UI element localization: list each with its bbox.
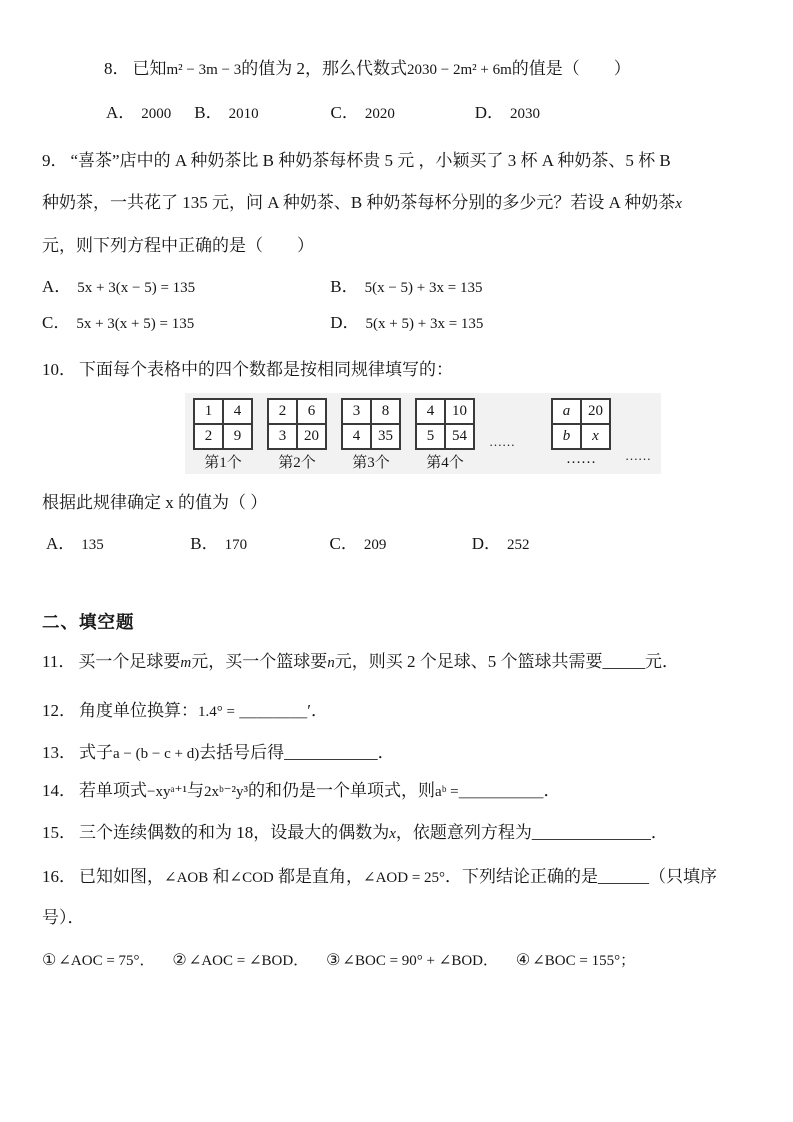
question-12-post: ′．	[307, 701, 328, 720]
option-c-value: 2020	[364, 106, 395, 122]
question-9-text-3: 元，则下列方程中正确的是（ ）	[42, 236, 314, 255]
question-11	[42, 647, 755, 678]
circled-1: ①	[42, 952, 57, 969]
pattern-table-4-label: 第4个	[426, 455, 464, 471]
pattern-table-3-grid	[341, 398, 401, 450]
conclusion-2	[172, 952, 308, 969]
option-c-label: C．	[330, 103, 359, 122]
table-cell: 20	[297, 424, 326, 449]
pattern-table-4-grid	[415, 398, 475, 450]
question-14-expression-3: aᵇ =	[435, 784, 459, 800]
pattern-table-n-label: ……	[566, 451, 596, 467]
table-cell: 5	[416, 424, 445, 449]
table-cell: 1	[194, 399, 223, 424]
question-16-line-2	[42, 903, 755, 933]
option-b-label: B．	[330, 277, 359, 296]
question-9-text-1: “喜茶”店中的 A 种奶茶比 B 种奶茶每杯贵 5 元 ，小颖买了 3 杯 A 种奶茶、5 杯 B	[70, 151, 671, 170]
question-15	[42, 818, 755, 849]
table-cell: x	[581, 424, 610, 449]
option-a-value: 5x + 3(x − 5) = 135	[77, 280, 196, 296]
question-11-mid: 元，买一个篮球要	[191, 652, 328, 671]
question-16-post: ．下列结论正确的是______（只填序	[445, 867, 718, 886]
question-14	[42, 776, 755, 807]
option-b-label: B．	[190, 534, 219, 553]
circled-4: ④	[515, 952, 531, 969]
number-pattern-figure	[185, 393, 661, 474]
option-a-value: 135	[81, 537, 104, 553]
question-9-text-2: 种奶茶，一共花了 135 元，问 A 种奶茶、B 种奶茶每杯分别的多少元？若设 A 种奶茶	[42, 193, 676, 212]
question-12-number: 12．	[42, 701, 76, 720]
table-cell: 8	[371, 399, 400, 424]
option-d-label: D．	[474, 103, 505, 122]
option-d	[472, 529, 530, 560]
question-9	[42, 146, 755, 339]
question-9-options-row-2	[42, 308, 755, 339]
option-d	[330, 308, 483, 339]
question-16-line-1	[42, 862, 755, 893]
pattern-table-3-label: 第3个	[352, 455, 390, 471]
option-c	[331, 98, 471, 129]
table-cell: 6	[297, 399, 326, 424]
question-13-number: 13．	[42, 743, 76, 762]
option-d-label: D．	[330, 313, 360, 332]
pattern-table-1-grid	[193, 398, 253, 450]
question-8-pre: 已知	[132, 59, 167, 78]
pattern-table-n	[551, 398, 611, 468]
table-cell: 3	[268, 424, 297, 449]
question-10-followup-text: 根据此规律确定 x 的值为（ ）	[42, 493, 268, 512]
option-b-value: 2010	[228, 106, 259, 122]
ellipsis-after-tables: ……	[625, 448, 651, 463]
table-cell: 2	[194, 424, 223, 449]
table-cell: a	[552, 399, 581, 424]
option-c-value: 209	[363, 537, 387, 553]
option-b-value: 170	[224, 537, 248, 553]
option-c-label: C．	[329, 534, 358, 553]
question-9-options-row-1	[42, 272, 755, 303]
question-16-angle-cod: ∠COD	[229, 870, 274, 886]
question-16-mid-1: 和	[212, 867, 230, 886]
pattern-table-3	[341, 398, 401, 472]
table-cell: 3	[342, 399, 371, 424]
table-cell: 9	[223, 424, 252, 449]
question-10-followup	[42, 488, 755, 518]
option-b-label: B．	[194, 103, 223, 122]
option-b	[190, 529, 325, 560]
option-d	[475, 98, 540, 129]
question-15-pre: 三个连续偶数的和为 18，设最大的偶数为	[79, 823, 390, 842]
pattern-table-4	[415, 398, 475, 472]
question-8	[42, 54, 755, 129]
conclusion-4	[516, 952, 635, 969]
question-16-number: 16．	[42, 867, 76, 886]
option-c-label: C．	[42, 313, 71, 332]
question-13-expression: a − (b − c + d)	[113, 746, 200, 762]
table-cell: 2	[268, 399, 297, 424]
conclusion-3	[326, 952, 498, 969]
option-a-label: A．	[106, 103, 136, 122]
question-12-blank: ＿＿＿＿	[239, 701, 308, 720]
question-8-options	[42, 98, 755, 129]
question-10	[42, 355, 755, 560]
question-15-variable-x: x	[389, 826, 396, 842]
question-13-post: 去括号后得___________．	[199, 743, 395, 762]
question-9-variable-x: x	[675, 196, 682, 212]
option-d-label: D．	[471, 534, 502, 553]
option-c	[42, 308, 326, 339]
question-14-blank: ＿＿＿＿＿．	[458, 781, 561, 800]
option-b	[194, 98, 326, 129]
circled-3: ③	[326, 952, 341, 969]
section-2-heading: 二、填空题	[42, 612, 135, 632]
pattern-table-2	[267, 398, 327, 472]
table-cell: 4	[416, 399, 445, 424]
circled-2: ②	[172, 952, 187, 969]
pattern-table-n-grid	[551, 398, 611, 450]
pattern-table-1	[193, 398, 253, 472]
table-cell: 35	[371, 424, 400, 449]
question-10-number: 10．	[42, 360, 76, 379]
option-a-label: A．	[46, 534, 76, 553]
table-cell: 20	[581, 399, 610, 424]
question-13	[42, 738, 755, 769]
question-9-line-1	[42, 146, 755, 176]
option-a-label: A．	[42, 277, 72, 296]
option-a	[42, 272, 326, 303]
question-16-conclusions	[42, 946, 755, 976]
question-8-text	[42, 54, 755, 85]
question-14-mid: 与	[186, 781, 204, 800]
table-cell: 10	[445, 399, 474, 424]
conclusion-3-text: ∠BOC = 90° + ∠BOD．	[342, 953, 498, 969]
question-16-pre: 已知如图，	[79, 867, 164, 886]
question-16-line-2-text: 号）．	[42, 908, 85, 927]
question-15-number: 15．	[42, 823, 76, 842]
conclusion-1	[42, 952, 155, 969]
option-a	[46, 529, 186, 560]
question-15-post: ，依题意列方程为______________．	[395, 823, 668, 842]
question-9-number: 9．	[42, 151, 68, 170]
question-11-variable-m: m	[180, 655, 192, 671]
table-cell: 4	[342, 424, 371, 449]
question-14-pre: 若单项式	[79, 781, 147, 800]
option-d-value: 5(x + 5) + 3x = 135	[365, 316, 484, 332]
pattern-table-2-label: 第2个	[278, 455, 316, 471]
question-10-stem: 下面每个表格中的四个数都是按相同规律填写的：	[79, 360, 453, 379]
option-a	[106, 98, 190, 129]
conclusion-2-text: ∠AOC = ∠BOD．	[188, 953, 309, 969]
option-b	[330, 272, 482, 303]
question-11-variable-n: n	[327, 655, 335, 671]
question-14-expression-2: 2xᵇ⁻²y³	[203, 784, 249, 800]
question-8-expression-2: 2030 − 2m² + 6m	[407, 62, 512, 78]
question-10-options	[42, 529, 755, 560]
question-8-number: 8．	[104, 59, 130, 78]
question-12-pre: 角度单位换算：	[79, 701, 198, 720]
question-11-post: 元，则买 2 个足球、5 个篮球共需要_____元．	[334, 652, 679, 671]
ellipsis-between-tables: ……	[489, 434, 515, 449]
question-12	[42, 696, 755, 727]
question-12-expression: 1.4° =	[198, 704, 235, 720]
question-11-number: 11．	[42, 652, 76, 671]
question-10-text	[42, 355, 755, 385]
question-14-expression-1: −xyᵃ⁺¹	[147, 784, 187, 800]
question-9-line-3	[42, 231, 755, 261]
question-8-expression-1: m² − 3m − 3	[166, 62, 242, 78]
question-9-line-2	[42, 188, 755, 219]
question-11-pre: 买一个足球要	[78, 652, 181, 671]
question-16-angle-aod: ∠AOD = 25°	[363, 870, 446, 886]
option-b-value: 5(x − 5) + 3x = 135	[364, 280, 483, 296]
question-8-post: 的值是（ ）	[511, 59, 631, 78]
question-8-mid: 的值为 2，那么代数式	[241, 59, 408, 78]
pattern-table-2-grid	[267, 398, 327, 450]
table-cell: b	[552, 424, 581, 449]
option-c-value: 5x + 3(x + 5) = 135	[76, 316, 195, 332]
pattern-table-1-label: 第1个	[204, 455, 242, 471]
conclusion-4-text: ∠BOC = 155°；	[532, 953, 636, 969]
question-16-mid-2: 都是直角，	[278, 867, 363, 886]
conclusion-1-text: ∠AOC = 75°．	[58, 953, 155, 969]
option-c	[330, 529, 468, 560]
option-d-value: 252	[507, 537, 530, 553]
table-cell: 54	[445, 424, 474, 449]
question-16-angle-aob: ∠AOB	[164, 870, 209, 886]
question-13-pre: 式子	[79, 743, 113, 762]
question-14-number: 14．	[42, 781, 76, 800]
option-a-value: 2000	[141, 106, 172, 122]
question-14-post: 的和仍是一个单项式，则	[248, 781, 436, 800]
table-cell: 4	[223, 399, 252, 424]
option-d-value: 2030	[510, 106, 541, 122]
